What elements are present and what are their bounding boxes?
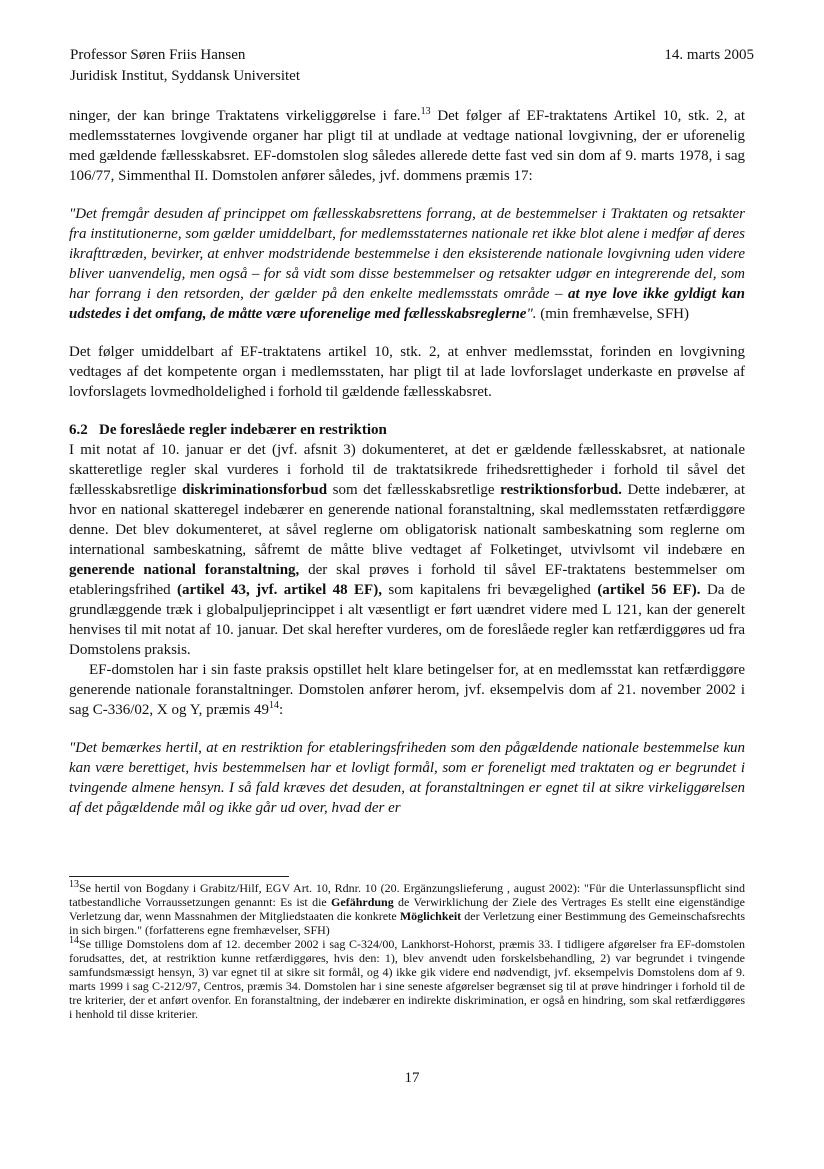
footnote-14 <box>69 937 745 1021</box>
footnotes <box>69 876 745 1021</box>
paragraph-2: Det følger umiddelbart af EF-traktatens artikel 10, stk. 2, at enhver medlemsstat, forinden en lovgivning vedtages af det kompetente organ i medlemsstaten, har pligt til at lade lovforslaget underkaste en prøvelse af lovforslagets lovmedholdelighed i forhold til gældende fællesskabsret. <box>69 344 745 400</box>
p3-text-g: Da de grundlæggende træk i globalpuljeprincippet i alt væsentligt er ført uændret videre med L 121, kan der generelt henvises til mit notat af 10. januar. Det skal herefter vurderes, om de foreslåede regler kan retfærdiggøres ud fra Domstolens praksis. <box>69 582 745 658</box>
header-institution: Juridisk Institut, Syddansk Universitet <box>70 68 300 84</box>
p3-text-e: der skal prøves i forhold til såvel EF-traktatens bestemmelser om etableringsfrihed <box>69 562 745 598</box>
quote-1-text: "Det fremgår desuden af princippet om fællesskabsrettens forrang, at de bestemmelser i Traktaten og retsakter fra institutionerne, som gælder umiddelbart, for medlemsstaternes nationale ret ikke blot alene i medfør af deres ikrafttræden, bevirker, at enhver modstridende bestemmelse i den eksisterende nationale lovgivning uden videre bliver uanvendelig, men også – for så vidt som disse bestemmelser og retsakter udgør en integrerende del, som har forrang i den retsorden, der gælder på den enkelte medlemsstats område – <box>69 206 745 302</box>
body-text <box>69 106 745 818</box>
footnote-14-text: Se tillige Domstolens dom af 12. december 2002 i sag C-324/00, Lankhorst-Hohorst, præmis 33. I tidligere afgørelser fra EF-domstolen forudsattes, det, at restriktion kunne retfærdiggøres, hvis den: 1), blev anvendt uden forskelsbehandling, 2) var begrundet i tvingende samfundsmæssigt hensyn, 3) var egnet til at sikre sit formål, og 4) ikke gik videre end nødvendigt, jvf. eksempelvis Domstolens dom af 9. marts 1999 i sag C-212/97, Centros, præmis 34. Domstolen har i sine seneste afgørelser begrænset sig til at prøve hindringer i forhold til de tre kriterier, der et anført ovenfor. En foranstaltning, der indebærer en indirekte diskrimination, er også en hindring, som skal retfærdiggøres i henhold til disse kriterier. <box>69 937 745 1021</box>
paragraph-1-text-a: ninger, der kan bringe Traktatens virkeliggørelse i fare. <box>69 108 421 124</box>
footnote-divider <box>69 876 289 877</box>
quote-1-emphasis: at nye love ikke gyldigt kan udstedes i det omfang, de måtte være uforenelige med fællesskabsreglerne <box>69 286 745 322</box>
paragraph-3 <box>69 440 745 660</box>
p3-text-f: som kapitalens fri bevægelighed <box>381 582 598 598</box>
footnote-13-text-b: de Verwirklichung der Ziele des Vertrages Es stellt eine eigenständige Verletzung dar, wenn Massnahmen der Mitgliedstaaten die konkrete <box>69 895 745 923</box>
header-author: Professor Søren Friis Hansen <box>70 47 246 63</box>
section-title: De foreslåede regler indebærer en restriktion <box>99 422 387 438</box>
footnote-13-text-a: Se hertil von Bogdany i Grabitz/Hilf, EGV Art. 10, Rdnr. 10 (20. Ergänzungslieferung , august 2002): "Für die Unterlassunspflicht sind tatbestandliche Vorraussetzungen genannt: Es ist die <box>69 881 745 909</box>
p3-bold-diskrimination: diskriminationsforbud <box>182 482 328 498</box>
paragraph-1-text-b: Det følger af EF-traktatens Artikel 10, stk. 2, at medlemsstaternes lovgivende organer har pligt til at undlade at vedtage national lovgivning, der er uforenelig med gældende fællesskabsret. EF-domstolen slog således allerede dette fast ved sin dom af 9. marts 1978, i sag 106/77, Simmenthal II. Domstolen anfører således, jvf. dommens præmis 17: <box>69 108 745 184</box>
p3-bold-restriktion: restriktionsforbud. <box>500 482 622 498</box>
p3-text-c: som det fællesskabsretlige <box>327 482 501 498</box>
quote-x-og-y: "Det bemærkes hertil, at en restriktion for etableringsfriheden som den pågældende nationale bestemmelse kun kan være berettiget, hvis bestemmelsen har et lovligt formål, som er foreneligt med traktaten og er begrundet i tvingende almene hensyn. I så fald kræves det desuden, at foranstaltningen er egnet til at sikre virkeliggørelsen af det pågældende mål og ikke går ud over, hvad der er <box>69 740 745 816</box>
footnote-13-bold-1: Gefährdung <box>331 895 394 909</box>
footnote-13-number: 13 <box>69 879 79 890</box>
paragraph-4 <box>69 660 745 720</box>
quote-simmenthal <box>69 204 745 324</box>
footnote-14-number: 14 <box>69 935 79 946</box>
paragraph-1 <box>69 106 745 186</box>
p4-text-b: : <box>279 702 284 718</box>
p3-text-a: I mit notat af 10. januar er det (jvf. afsnit 3) dokumenteret, at det er gældende fællesskabsret, at nationale skatteretlige regler skal vurderes i forhold til de traktatsikrede frihedsrettigheder i forhold til såvel det fællesskabsretlige <box>69 442 745 498</box>
header-date: 14. marts 2005 <box>664 47 754 63</box>
page-number: 17 <box>404 1070 420 1086</box>
page-header <box>70 45 754 87</box>
footnote-13 <box>69 881 745 937</box>
p3-text-d: Dette indebærer, at hvor en national skatteregel indebærer en generende national foranstaltning, skal medlemsstaten retfærdiggøre denne. Det blev dokumenteret, at såvel reglerne om obligatorisk nationalt sambeskatning som reglerne om international sambeskatning, såfremt de måtte blive vedtaget af Folketinget, utvivlsomt vil indebære en <box>69 482 746 558</box>
footnote-13-bold-2: Möglichkeit <box>399 909 462 923</box>
p3-bold-artikel-56: (artikel 56 EF). <box>597 582 701 598</box>
p3-bold-artikel-43: (artikel 43, jvf. artikel 48 EF), <box>177 582 382 598</box>
footnote-13-text-c: der Verletzung einer Bestimmung des Gemeinschafsrechts in sich birgen." (forfatterens egne fremhævelser, SFH) <box>69 909 746 937</box>
footnote-ref-13[interactable]: 13 <box>420 106 431 117</box>
p3-bold-foranstaltning: generende national foranstaltning, <box>69 562 300 578</box>
footnote-ref-14[interactable]: 14 <box>269 700 280 711</box>
section-number: 6.2 <box>69 422 88 438</box>
quote-1-close: ". <box>526 306 537 322</box>
quote-1-attribution: (min fremhævelse, SFH) <box>536 306 689 322</box>
p4-text-a: EF-domstolen har i sin faste praksis opstillet helt klare betingelser for, at en medlemsstat kan retfærdiggøre generende nationale foranstaltninger. Domstolen anfører herom, jvf. eksempelvis dom af 21. november 2002 i sag C-336/02, X og Y, præmis 49 <box>69 662 745 718</box>
section-heading <box>69 420 745 440</box>
